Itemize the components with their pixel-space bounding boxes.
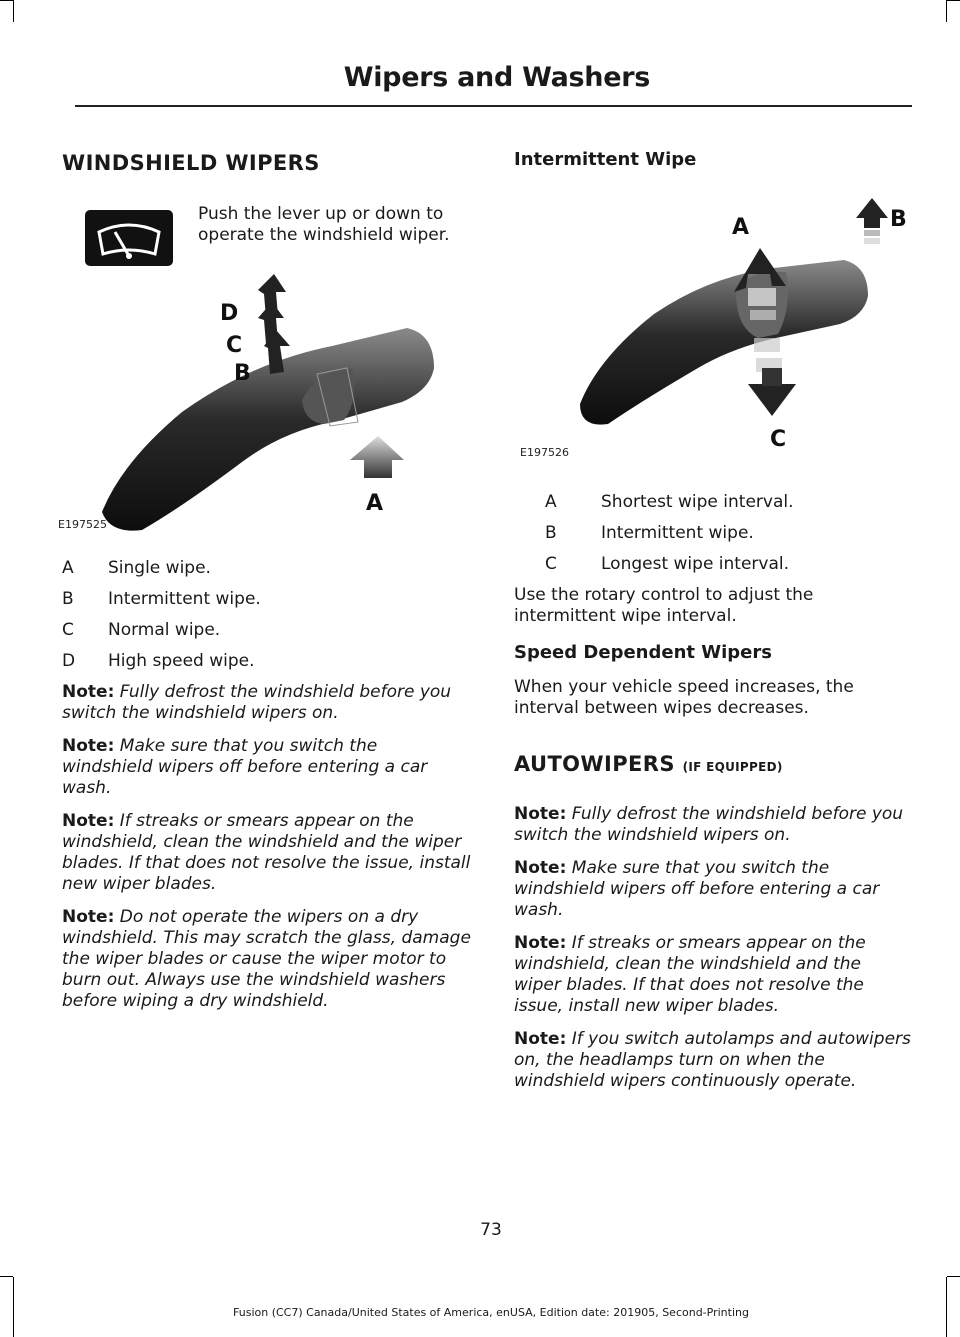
note-paragraph: Note: Fully defrost the windshield before you switch the windshield wipers on. bbox=[514, 804, 904, 845]
speed-dependent-heading: Speed Dependent Wipers bbox=[514, 642, 772, 663]
note-paragraph: Note: Make sure that you switch the windshield wipers off before entering a car wash. bbox=[514, 858, 880, 920]
list-item: D High speed wipe. bbox=[62, 651, 255, 671]
note-paragraph: Note: Fully defrost the windshield before you switch the windshield wipers on. bbox=[62, 682, 452, 723]
crop-mark bbox=[947, 0, 960, 1]
figure-label-b: B bbox=[890, 207, 907, 232]
crop-mark bbox=[0, 1276, 13, 1277]
speed-dependent-text: When your vehicle speed increases, the interval between wipes decreases. bbox=[514, 677, 854, 718]
figure-label-c: C bbox=[226, 333, 243, 358]
interval-list bbox=[545, 492, 912, 575]
note-paragraph: Note: If streaks or smears appear on the windshield, clean the windshield and the wiper blades. If that does not resolve the issue, install new wiper blades. bbox=[514, 933, 866, 1016]
note-paragraph: Note: Do not operate the wipers on a dry windshield. This may scratch the glass, damage the wiper blades or cause the wiper motor to burn out. Always use the windshield washers before wiping a dry windshield. bbox=[62, 907, 471, 1011]
page-number: 73 bbox=[480, 1220, 502, 1240]
crop-mark bbox=[0, 0, 13, 1]
figure-label-d: D bbox=[220, 301, 239, 326]
windshield-wiper-icon bbox=[85, 210, 173, 266]
rotary-control-text: Use the rotary control to adjust the intermittent wipe interval. bbox=[514, 585, 814, 626]
crop-mark bbox=[13, 0, 14, 22]
wiper-intro-text: Push the lever up or down to operate the windshield wiper. bbox=[198, 204, 450, 245]
intermittent-lever-figure bbox=[514, 188, 912, 460]
wiper-lever-figure bbox=[58, 272, 472, 544]
edition-footer: Fusion (CC7) Canada/United States of America, enUSA, Edition date: 201905, Second-Printing bbox=[233, 1306, 749, 1319]
list-item: A Shortest wipe interval. bbox=[545, 492, 794, 512]
note-paragraph: Note: Make sure that you switch the windshield wipers off before entering a car wash. bbox=[62, 736, 428, 798]
wiper-positions-list bbox=[62, 558, 472, 672]
left-column bbox=[58, 140, 472, 1012]
note-paragraph: Note: If streaks or smears appear on the windshield, clean the windshield and the wiper blades. If that does not resolve the issue, install new wiper blades. bbox=[62, 811, 471, 894]
intermittent-wipe-heading: Intermittent Wipe bbox=[514, 149, 697, 170]
figure-label-c: C bbox=[770, 427, 787, 452]
wiper-intro bbox=[62, 204, 472, 266]
list-item: B Intermittent wipe. bbox=[545, 523, 754, 543]
figure-code: E197525 bbox=[58, 518, 107, 531]
page-header-title: Wipers and Washers bbox=[343, 62, 650, 93]
note-paragraph: Note: If you switch autolamps and autowipers on, the headlamps turn on when the windshield wipers continuously operate. bbox=[514, 1029, 911, 1091]
list-item: C Longest wipe interval. bbox=[545, 554, 790, 574]
crop-mark bbox=[946, 0, 947, 22]
windshield-wipers-heading: WINDSHIELD WIPERS bbox=[62, 151, 320, 175]
figure-label-a: A bbox=[732, 215, 750, 240]
crop-mark bbox=[947, 1276, 960, 1277]
figure-code: E197526 bbox=[520, 446, 569, 459]
list-item: A Single wipe. bbox=[62, 558, 211, 578]
list-item: C Normal wipe. bbox=[62, 620, 221, 640]
figure-label-a: A bbox=[366, 491, 384, 516]
autowipers-heading: AUTOWIPERS (IF EQUIPPED) bbox=[514, 752, 783, 776]
list-item: B Intermittent wipe. bbox=[62, 589, 261, 609]
right-column bbox=[514, 140, 912, 1092]
figure-label-b: B bbox=[234, 361, 251, 386]
header-divider bbox=[75, 105, 912, 107]
